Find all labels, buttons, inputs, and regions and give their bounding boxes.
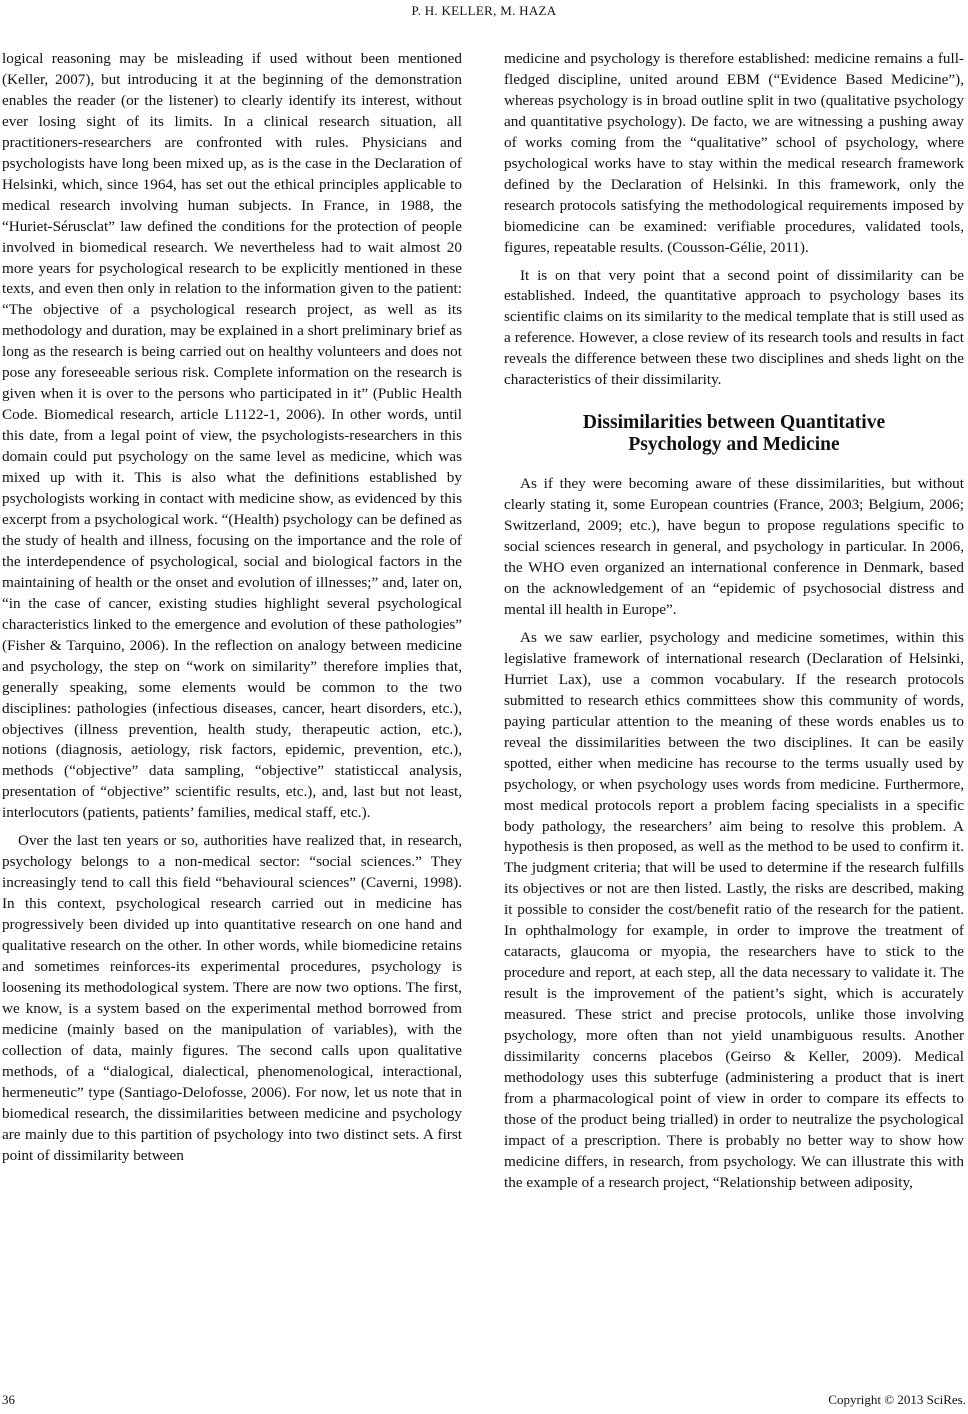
right-column <box>504 49 964 1194</box>
body-paragraph: medicine and psychology is therefore established: medicine remains a full-fledged discipline, united around EBM (“Evidence Based Medicine”), whereas psychology is in broad outline split in two (qualitative psychology and quantitative psychology). De facto, we are witnessing a pushing away of works coming from the “qualitative” school of psychology, where psychological works have to stay within the medical research framework defined by the Declaration of Helsinki. In this framework, only the research protocols satisfying the methodological requirements imposed by biomedicine can be examined: verifiable procedures, validated tools, figures, repeatable results. (Cousson-Gélie, 2011). <box>504 50 964 256</box>
body-paragraph: As we saw earlier, psychology and medicine sometimes, within this legislative framework of international research (Declaration of Helsinki, Hurriet Lax), use a common vocabulary. If the research protocols submitted to research ethics committees show this community of words, paying particular attention to the meaning of these words enables us to reveal the dissimilarities between the two disciplines. It can be easily spotted, either when medicine has recourse to the terms usually used by psychology, or when psychology uses words from medicine. Furthermore, most medical protocols report a problem facing specialists in a specific body pathology, the researchers’ aim being to resolve this problem. A hypothesis is then proposed, as well as the method to be used to confirm it. The judgment criteria; that will be used to determine if the research fulfills its objectives or not are then listed. Lastly, the risks are described, making it possible to consider the cost/benefit ratio of the research for the patient. In ophthalmology for example, in order to improve the treatment of cataracts, glaucoma or myopia, the researchers have to stick to the procedure and report, at each step, all the data necessary to validate it. The result is the improvement of the patient’s sight, which is accurately measured. These strict and precise protocols, unlike those involving psychology, more often than not yield unambiguous results. Another dissimilarity concerns placebos (Geirso & Keller, 2009). Medical methodology uses this subterfuge (administering a product that is inert from a pharmacological point of view in order to compare its effects to those of the product being trialled) in order to neutralize the psychological impact of a prescription. There is probably no better way to show how medicine differs, in research, from psychology. We can illustrate this with the example of a research project, “Relationship between adiposity, <box>504 628 964 1191</box>
body-paragraph: It is on that very point that a second point of dissimilarity can be established. Indeed, the quantitative approach to psychology bases its scientific claims on its similarity to the medical template that is still used as a reference. However, a close review of its research tools and results in fact reveals the difference between these two disciplines and sheds light on the characteristics of their dissimilarity. <box>504 266 964 389</box>
body-paragraph: As if they were becoming aware of these dissimilarities, but without clearly stating it, some European countries (France, 2003; Belgium, 2006; Switzerland, 2009; etc.), have begun to propose regulations specific to social sciences research in general, and psychology in particular. In 2006, the WHO even organized an international conference in Denmark, based on the acknowledgement of an “epidemic of psychosocial distress and mental ill health in Europe”. <box>504 475 964 618</box>
body-paragraph: Over the last ten years or so, authorities have realized that, in research, psychology belongs to a non-medical sector: “social sciences.” They increasingly tend to call this field “behavioural sciences” (Caverni, 1998). In this context, psychological research carried out in medicine has progressively been divided up into quantitative research on one hand and qualitative research on the other. In other words, while biomedicine retains and sometimes reinforces-its experimental procedures, psychology is loosening its methodological system. There are now two options. The first, we know, is a system based on the experimental method borrowed from medicine (mainly based on the manipulation of variables), with the collection of data, mainly figures. The second calls upon qualitative methods, of a “dialogical, dialectical, phenomenological, interactional, hermeneutic” type (Santiago-Delofosse, 2006). For now, let us note that in biomedical research, the dissimilarities between medicine and psychology are mainly due to this partition of psychology into two distinct sets. A first point of dissimilarity between <box>2 832 462 1164</box>
copyright-notice: Copyright © 2013 SciRes. <box>828 1392 966 1407</box>
section-heading-line-2: Psychology and Medicine <box>628 434 840 456</box>
section-heading-line-1: Dissimilarities between Quantitative <box>582 412 886 434</box>
left-column <box>2 49 462 1167</box>
running-head: P. H. KELLER, M. HAZA <box>411 3 557 18</box>
section-heading <box>504 412 964 456</box>
page-number: 36 <box>2 1392 15 1407</box>
body-paragraph: logical reasoning may be misleading if used without been mentioned (Keller, 2007), but introducing it at the beginning of the demonstration enables the reader (or the listener) to clearly identify its interest, without ever losing sight of its limits. In a clinical research situation, all practitioners-researchers are confronted with rules. Physicians and psychologists have long been mixed up, as is the case in the Declaration of Helsinki, which, since 1964, has set out the ethical principles applicable to medical research involving human subjects. In France, in 1988, the “Huriet-Sérusclat” law defined the conditions for the protection of people involved in biomedical research. We nevertheless had to wait almost 20 more years for psychological research to be explicitly mentioned in these texts, and even then only in relation to the information given to the patient: “The objective of a psychological research project, as well as its methodology and duration, may be explained in a short preliminary brief as long as the research is being carried out on healthy volunteers and does not pose any foreseeable serious risk. Complete information on the research is given when it is over to the persons who participated in it” (Public Health Code. Biomedical research, article L1122-1, 2006). In other words, until this date, from a legal point of view, the psychologists-researchers in this domain could put psychology on the same level as medicine, which was mixed up with it. This is also what the definitions established by psychologists working in contact with medicine show, as evidenced by this excerpt from a psychological work. “(Health) psychology can be defined as the study of health and illness, focusing on the importance and the role of the interdependence of psychological, social and biological factors in the maintaining of health or the onset and evolution of illnesses;” and, later on, “in the case of cancer, existing studies highlight several psychological characteristics linked to the emergence and evolution of these pathologies” (Fisher & Tarquino, 2006). In the reflection on analogy between medicine and psychology, the step on “work on similarity” therefore implies that, generally speaking, some elements would be common to the two disciplines: pathologies (infectious diseases, cancer, heart disorders, etc.), objectives (illness prevention, health study, therapeutic action, etc.), notions (diagnosis, aetiology, risk factors, epidemic, prevention, etc.), methods (“objective” data sampling, “objective” statisticcal analysis, presentation of “objective” scientific results, etc.), and, last but not least, interlocutors (patients, patients’ families, medical staff, etc.). <box>2 50 462 822</box>
